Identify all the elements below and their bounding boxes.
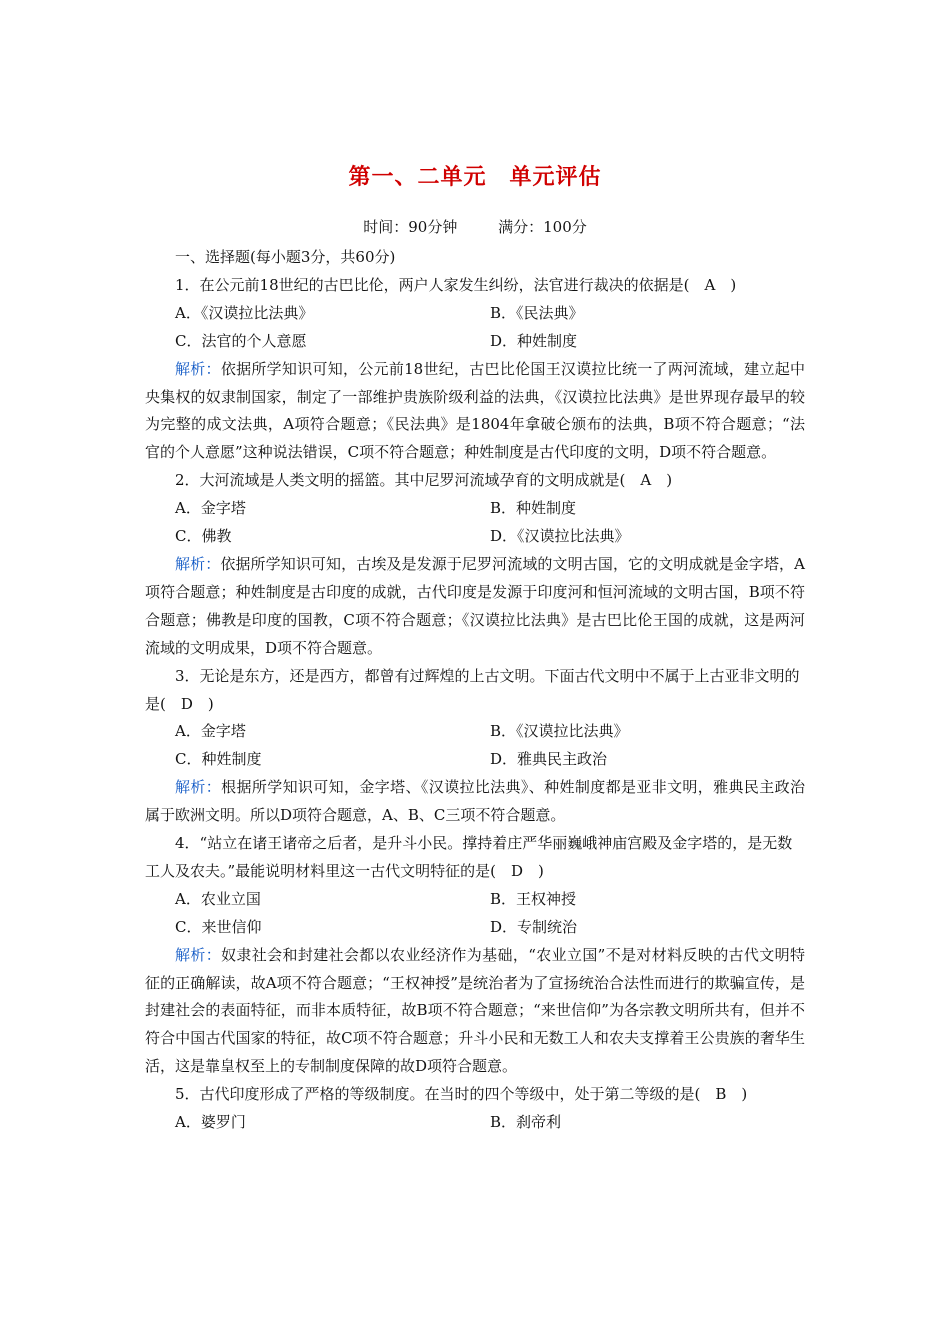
- option: D．《汉谟拉比法典》: [490, 527, 630, 546]
- time-limit: 时间：90分钟: [363, 218, 458, 236]
- question-stem: 3．无论是东方，还是西方，都曾有过辉煌的上古文明。下面古代文明中不属于上古亚非文明的是( D ): [145, 666, 800, 713]
- analysis-label: 解析：: [175, 554, 221, 573]
- option-row: [145, 300, 805, 328]
- option-row: [145, 746, 805, 774]
- option: B．《民法典》: [490, 303, 584, 322]
- option: D．雅典民主政治: [490, 750, 608, 769]
- analysis-label: 解析：: [175, 359, 221, 378]
- analysis-paragraph: [145, 356, 805, 468]
- question-stem: 4．“站立在诸王诸帝之后者，是升斗小民。撑持着庄严华丽巍峨神庙宫殿及金字塔的，是无数工人及农夫。”最能说明材料里这一古代文明特征的是( D ): [145, 834, 793, 880]
- option: D．种姓制度: [490, 331, 578, 350]
- analysis-label: 解析：: [175, 778, 222, 797]
- option-row: [145, 523, 805, 551]
- analysis-paragraph: [145, 551, 805, 663]
- full-score: 满分：100分: [498, 218, 587, 236]
- analysis-label: 解析：: [175, 945, 222, 964]
- option-row: [145, 328, 805, 356]
- option: C．佛教: [175, 527, 232, 546]
- option: C．种姓制度: [175, 750, 262, 769]
- option: D．专制统治: [490, 917, 578, 936]
- option: C．法官的个人意愿: [175, 331, 307, 350]
- analysis-paragraph: [145, 774, 805, 830]
- option: A．婆罗门: [175, 1113, 246, 1132]
- option: B．《汉谟拉比法典》: [490, 722, 629, 741]
- option: B．刹帝利: [490, 1113, 562, 1132]
- option: C．来世信仰: [175, 917, 262, 936]
- analysis-text: 依据所学知识可知，古埃及是发源于尼罗河流域的文明古国，它的文明成就是金字塔，A项符合题意；种姓制度是古印度的成就，古代印度是发源于印度河和恒河流域的文明古国，B项不符合题意；佛教是印度的国教，C项不符合题意；《汉谟拉比法典》是古巴比伦王国的成就，这是两河流域的文明成果，D项不符合题意。: [145, 554, 805, 657]
- option: B．种姓制度: [490, 499, 577, 518]
- page-title: 第一、二单元 单元评估: [348, 164, 602, 190]
- question-stem: 5．古代印度形成了严格的等级制度。在当时的四个等级中，处于第二等级的是( B ): [175, 1085, 748, 1104]
- analysis-paragraph: [145, 942, 805, 1082]
- option: A．金字塔: [175, 499, 246, 518]
- question-list: [145, 244, 805, 1137]
- option-row: [145, 1109, 805, 1137]
- option: B．王权神授: [490, 889, 577, 908]
- section-heading: 一、选择题(每小题3分，共60分): [175, 248, 396, 266]
- option-row: [145, 495, 805, 523]
- option-row: [145, 718, 805, 746]
- option-row: [145, 914, 805, 942]
- question-stem: 2．大河流域是人类文明的摇篮。其中尼罗河流域孕育的文明成就是( A ): [175, 471, 673, 490]
- analysis-text: 根据所学知识可知，金字塔、《汉谟拉比法典》、种姓制度都是亚非文明，雅典民主政治属于欧洲文明。所以D项符合题意，A、B、C三项不符合题意。: [145, 778, 805, 825]
- exam-meta: [0, 216, 950, 237]
- analysis-text: 依据所学知识可知，公元前18世纪，古巴比伦国王汉谟拉比统一了两河流域，建立起中央集权的奴隶制国家，制定了一部维护贵族阶级利益的法典，《汉谟拉比法典》是世界现存最早的较为完整的成文法典，A项符合题意；《民法典》是1804年拿破仑颁布的法典，B项不符合题意；“法官的个人意愿”这种说法错误，C项不符合题意；种姓制度是古代印度的文明，D项不符合题意。: [145, 359, 805, 462]
- option: A．金字塔: [175, 722, 246, 741]
- analysis-text: 奴隶社会和封建社会都以农业经济作为基础，“农业立国”不是对材料反映的古代文明特征的正确解读，故A项不符合题意；“王权神授”是统治者为了宣扬统治合法性而进行的欺骗宣传，是封建社会的表面特征，而非本质特征，故B项不符合题意；“来世信仰”为各宗教文明所共有，但并不符合中国古代国家的特征，故C项不符合题意；升斗小民和无数工人和农夫支撑着王公贵族的奢华生活，这是靠皇权至上的专制制度保障的故D项符合题意。: [145, 945, 805, 1076]
- option-row: [145, 886, 805, 914]
- option: A．《汉谟拉比法典》: [175, 303, 314, 322]
- question-stem: 1．在公元前18世纪的古巴比伦，两户人家发生纠纷，法官进行裁决的依据是( A ): [175, 275, 737, 294]
- option: A．农业立国: [175, 889, 261, 908]
